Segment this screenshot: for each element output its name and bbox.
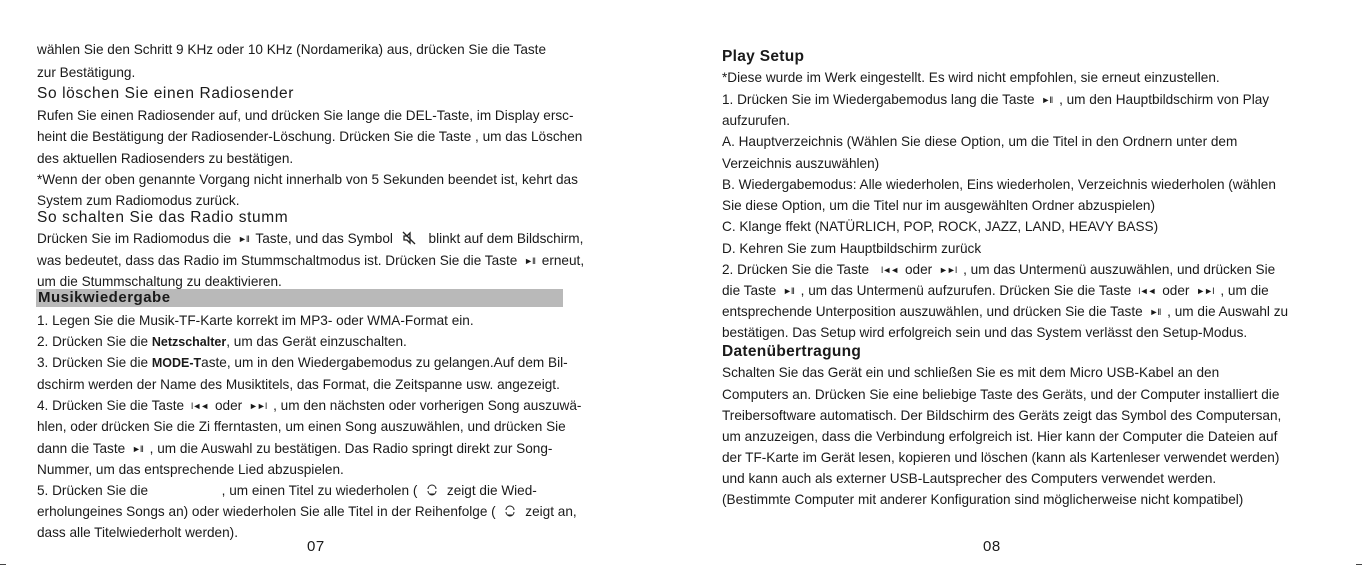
text-line: Treibersoftware automatisch. Der Bildschirm des Geräts zeigt das Symbol des Computersan, bbox=[722, 408, 1282, 423]
text-line: Sie diese Option, um die Titel nur im ausgewählten Ordner abzuspielen) bbox=[722, 198, 1155, 213]
text-line: C. Klange ffekt (NATÜRLICH, POP, ROCK, JAZZ, LAND, HEAVY BASS) bbox=[722, 219, 1159, 234]
power-switch-label: Netzschalter bbox=[151, 335, 227, 349]
play-pause-icon: ►II bbox=[1149, 307, 1161, 317]
text-line bbox=[37, 354, 568, 372]
text-span: blinkt auf dem Bildschirm, bbox=[428, 231, 584, 246]
text-line: B. Wiedergabemodus: Alle wiederholen, Eins wiederholen, Verzeichnis wiederholen (wählen bbox=[722, 177, 1276, 192]
section-title: Musikwiedergabe bbox=[38, 289, 171, 306]
text-line: Nummer, um das entsprechende Lied abzuspielen. bbox=[37, 462, 344, 477]
text-line bbox=[37, 230, 583, 248]
text-line bbox=[37, 503, 577, 521]
manual-page-08 bbox=[681, 0, 1362, 568]
text-span: 3. Drücken Sie die bbox=[37, 355, 149, 370]
text-span: , um die Auswahl zu bestätigen. Das Radio springt direkt zur Song- bbox=[149, 441, 553, 456]
text-line: wählen Sie den Schritt 9 KHz oder 10 KHz (Nordamerika) aus, drücken Sie die Taste bbox=[37, 42, 547, 57]
text-span: 1. Drücken Sie im Wiedergabemodus lang die Taste bbox=[722, 92, 1035, 107]
text-span: 2. Drücken Sie die bbox=[37, 334, 149, 349]
text-span: , um einen Titel zu wiederholen ( bbox=[221, 483, 418, 498]
text-span: aste, um in den Wiedergabemodus zu gelangen.Auf dem Bil- bbox=[201, 355, 568, 370]
play-pause-icon: ►II bbox=[1041, 95, 1053, 105]
text-line: der TF-Karte im Gerät lesen, kopieren und löschen (kann als Kartenleser verwendet werden) bbox=[722, 450, 1280, 465]
text-span: was bedeutet, dass das Radio im Stummschaltmodus ist. Drücken Sie die Taste bbox=[37, 253, 518, 268]
text-line: *Wenn der oben genannte Vorgang nicht innerhalb von 5 Sekunden beendet ist, kehrt das bbox=[37, 172, 578, 187]
text-span: dann die Taste bbox=[37, 441, 126, 456]
section-heading-play-setup: Play Setup bbox=[722, 48, 805, 65]
text-line bbox=[37, 397, 581, 415]
text-line: System zum Radiomodus zurück. bbox=[37, 193, 240, 208]
text-line: Rufen Sie einen Radiosender auf, und drücken Sie lange die DEL-Taste, im Display ersc- bbox=[37, 108, 574, 123]
text-line: Schalten Sie das Gerät ein und schließen Sie es mit dem Micro USB-Kabel an den bbox=[722, 365, 1220, 380]
previous-track-icon: I◄◄ bbox=[1138, 286, 1156, 296]
section-heading-data-transfer: Datenübertragung bbox=[722, 343, 862, 360]
text-line: 1. Legen Sie die Musik-TF-Karte korrekt im MP3- oder WMA-Format ein. bbox=[37, 313, 474, 328]
mode-key-label: MODE-T bbox=[151, 356, 202, 370]
crop-mark bbox=[0, 564, 6, 565]
play-pause-icon: ►II bbox=[782, 286, 794, 296]
text-line: um anzuzeigen, dass die Verbindung erfolgreich ist. Hier kann der Computer die Dateien auf bbox=[722, 429, 1278, 444]
text-line bbox=[37, 482, 537, 500]
text-span: 2. Drücken Sie die Taste bbox=[722, 262, 870, 277]
text-line: heint die Bestätigung der Radiosender-Löschung. Drücken Sie die Taste , um das Löschen bbox=[37, 129, 583, 144]
text-span: , um den Hauptbildschirm von Play bbox=[1059, 92, 1270, 107]
previous-track-icon: I◄◄ bbox=[190, 401, 209, 411]
text-line: D. Kehren Sie zum Hauptbildschirm zurück bbox=[722, 241, 982, 256]
crop-mark bbox=[1356, 564, 1362, 565]
text-line bbox=[722, 282, 1269, 300]
next-track-icon: ►►I bbox=[939, 265, 957, 275]
text-span: 5. Drücken Sie die bbox=[37, 483, 149, 498]
text-line bbox=[722, 261, 1275, 279]
section-heading-delete-station: So löschen Sie einen Radiosender bbox=[37, 85, 295, 102]
text-line bbox=[722, 91, 1269, 109]
page-number: 08 bbox=[983, 538, 1001, 555]
next-track-icon: ►►I bbox=[249, 401, 267, 411]
text-line bbox=[37, 252, 584, 270]
text-span: entsprechende Unterposition auszuwählen, und drücken Sie die Taste bbox=[722, 304, 1143, 319]
text-span: zeigt an, bbox=[525, 504, 577, 519]
text-line: und kann auch als externer USB-Lautsprecher des Computers verwendet werden. bbox=[722, 471, 1217, 486]
repeat-all-icon bbox=[503, 504, 517, 518]
text-span: , um das Gerät einzuschalten. bbox=[226, 334, 407, 349]
text-line: Computers an. Drücken Sie eine beliebige Taste des Geräts, und der Computer installiert die bbox=[722, 387, 1280, 402]
play-pause-icon: ►II bbox=[524, 256, 535, 266]
text-line: hlen, oder drücken Sie die Zi fferntasten, um einen Song auszuwählen, und drücken Sie bbox=[37, 419, 566, 434]
text-span: oder bbox=[905, 262, 933, 277]
text-line bbox=[37, 440, 552, 458]
text-line: (Bestimmte Computer mit anderer Konfiguration sind möglicherweise nicht kompatibel) bbox=[722, 492, 1244, 507]
text-line: *Diese wurde im Werk eingestellt. Es wird nicht empfohlen, sie erneut einzustellen. bbox=[722, 70, 1220, 85]
text-line: um die Stummschaltung zu deaktivieren. bbox=[37, 274, 282, 289]
page-number: 07 bbox=[307, 538, 325, 555]
text-line: A. Hauptverzeichnis (Wählen Sie diese Option, um die Titel in den Ordnern unter dem bbox=[722, 134, 1238, 149]
text-span: Taste, und das Symbol bbox=[255, 231, 393, 246]
text-line: zur Bestätigung. bbox=[37, 65, 136, 80]
previous-track-icon: I◄◄ bbox=[880, 265, 899, 275]
text-span: die Taste bbox=[722, 283, 777, 298]
text-line: dass alle Titelwiederholt werden). bbox=[37, 525, 238, 540]
text-line: dschirm werden der Name des Musiktitels, das Format, die Zeitspanne usw. angezeigt. bbox=[37, 377, 560, 392]
text-span: oder bbox=[215, 398, 243, 413]
play-pause-icon: ►II bbox=[131, 444, 143, 454]
text-span: oder bbox=[1162, 283, 1190, 298]
text-span: , um das Untermenü auszuwählen, und drücken Sie bbox=[963, 262, 1276, 277]
text-line: aufzurufen. bbox=[722, 113, 791, 128]
text-line: des aktuellen Radiosenders zu bestätigen. bbox=[37, 151, 294, 166]
text-span: , um den nächsten oder vorherigen Song auszuwä- bbox=[273, 398, 582, 413]
text-span: , um das Untermenü aufzurufen. Drücken Sie die Taste bbox=[800, 283, 1132, 298]
text-span: erneut, bbox=[541, 253, 585, 268]
text-span: , um die bbox=[1220, 283, 1269, 298]
text-line bbox=[722, 303, 1288, 321]
repeat-icon bbox=[425, 483, 439, 497]
text-line: bestätigen. Das Setup wird erfolgreich sein und das System verlässt den Setup-Modus. bbox=[722, 325, 1248, 340]
text-span: zeigt die Wied- bbox=[446, 483, 537, 498]
text-line bbox=[37, 333, 407, 351]
mute-icon bbox=[401, 231, 417, 245]
section-header-music-playback bbox=[36, 289, 563, 307]
text-line: Verzeichnis auszuwählen) bbox=[722, 156, 880, 171]
text-span: 4. Drücken Sie die Taste bbox=[37, 398, 185, 413]
section-heading-mute-radio: So schalten Sie das Radio stumm bbox=[37, 209, 289, 226]
text-span: Drücken Sie im Radiomodus die bbox=[37, 231, 232, 246]
text-span: , um die Auswahl zu bbox=[1167, 304, 1289, 319]
next-track-icon: ►►I bbox=[1196, 286, 1214, 296]
play-pause-icon: ►II bbox=[237, 234, 249, 244]
text-span: erholungeines Songs an) oder wiederholen Sie alle Titel in der Reihenfolge ( bbox=[37, 504, 496, 519]
